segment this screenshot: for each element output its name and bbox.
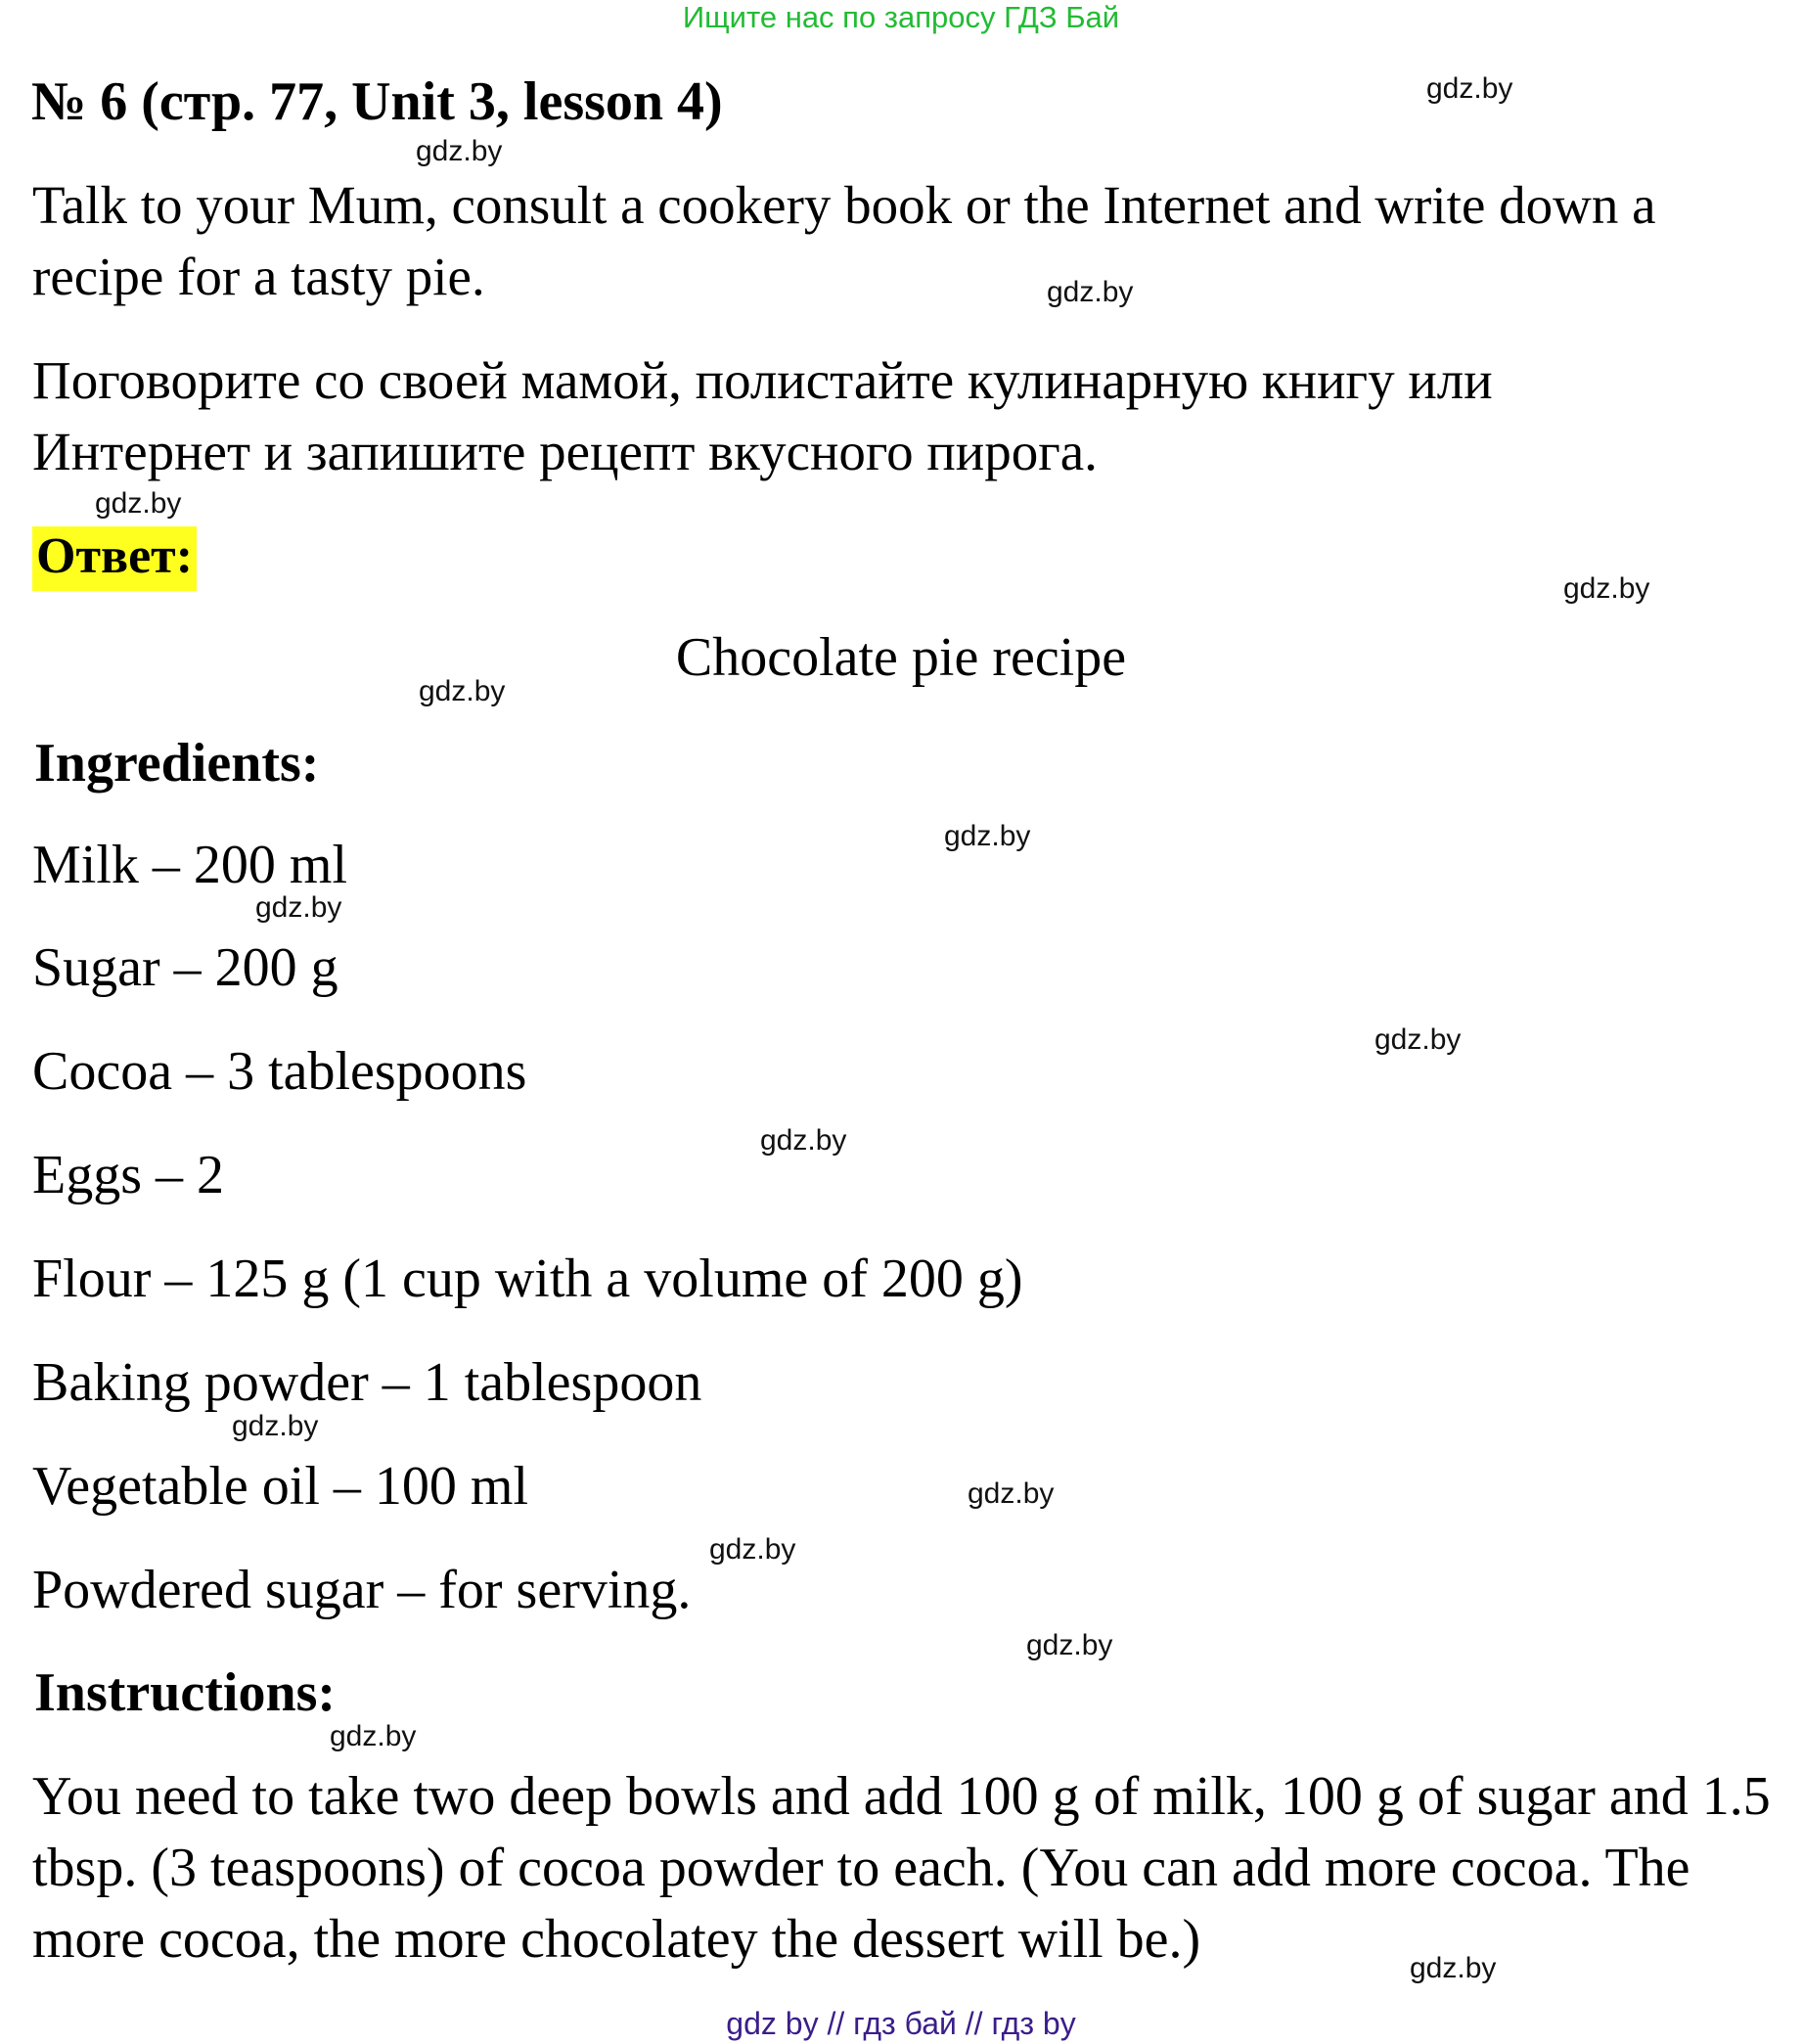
watermark: gdz.by (419, 675, 506, 707)
ingredient-baking-powder: Baking powder – 1 tablespoon (32, 1352, 702, 1413)
ingredient-milk: Milk – 200 ml (32, 835, 348, 895)
ingredient-powdered-sugar: Powdered sugar – for serving. (32, 1560, 692, 1620)
watermark: gdz.by (1410, 1952, 1497, 1984)
watermark: gdz.by (1374, 1023, 1462, 1056)
watermark: gdz.by (1563, 572, 1650, 605)
watermark: gdz.by (95, 487, 182, 520)
ingredient-sugar: Sugar – 200 g (32, 937, 338, 998)
task-text-english: Talk to your Mum, consult a cookery book or the Internet and write down a recipe for a tasty pie. (32, 175, 1656, 306)
instructions-heading: Instructions: (34, 1662, 337, 1723)
watermark: gdz.by (1426, 72, 1513, 105)
watermark: gdz.by (255, 891, 342, 924)
instructions-text: You need to take two deep bowls and add 100 g of milk, 100 g of sugar and 1.5 tbsp. (3 teaspoons) of cocoa powder to each. (You can add more cocoa. The more cocoa, the more chocolatey the dessert will be.) (32, 1766, 1771, 1970)
watermark: gdz.by (416, 135, 503, 167)
footer-links[interactable]: gdz by // гдз бай // гдз by (726, 2006, 1076, 2041)
answer-label: Ответ: (32, 526, 197, 591)
top-banner[interactable]: Ищите нас по запросу ГДЗ Бай (682, 0, 1120, 34)
page-title: № 6 (стр. 77, Unit 3, lesson 4) (31, 71, 723, 132)
watermark: gdz.by (760, 1124, 847, 1157)
watermark: gdz.by (1026, 1629, 1113, 1661)
ingredient-flour: Flour – 125 g (1 cup with a volume of 200 g) (32, 1249, 1023, 1309)
watermark: gdz.by (944, 820, 1031, 852)
watermark: gdz.by (968, 1477, 1055, 1510)
recipe-title: Chocolate pie recipe (675, 627, 1127, 688)
watermark: gdz.by (1047, 276, 1134, 308)
task-text-russian: Поговорите со своей мамой, полистайте кулинарную книгу или Интернет и запишите рецепт вкусного пирога. (32, 350, 1493, 481)
ingredient-vegetable-oil: Vegetable oil – 100 ml (32, 1456, 529, 1517)
ingredient-eggs: Eggs – 2 (32, 1145, 224, 1205)
ingredient-cocoa: Cocoa – 3 tablespoons (32, 1041, 527, 1102)
watermark: gdz.by (709, 1533, 796, 1566)
watermark: gdz.by (232, 1410, 319, 1442)
watermark: gdz.by (330, 1720, 417, 1752)
ingredients-heading: Ingredients: (34, 733, 320, 794)
